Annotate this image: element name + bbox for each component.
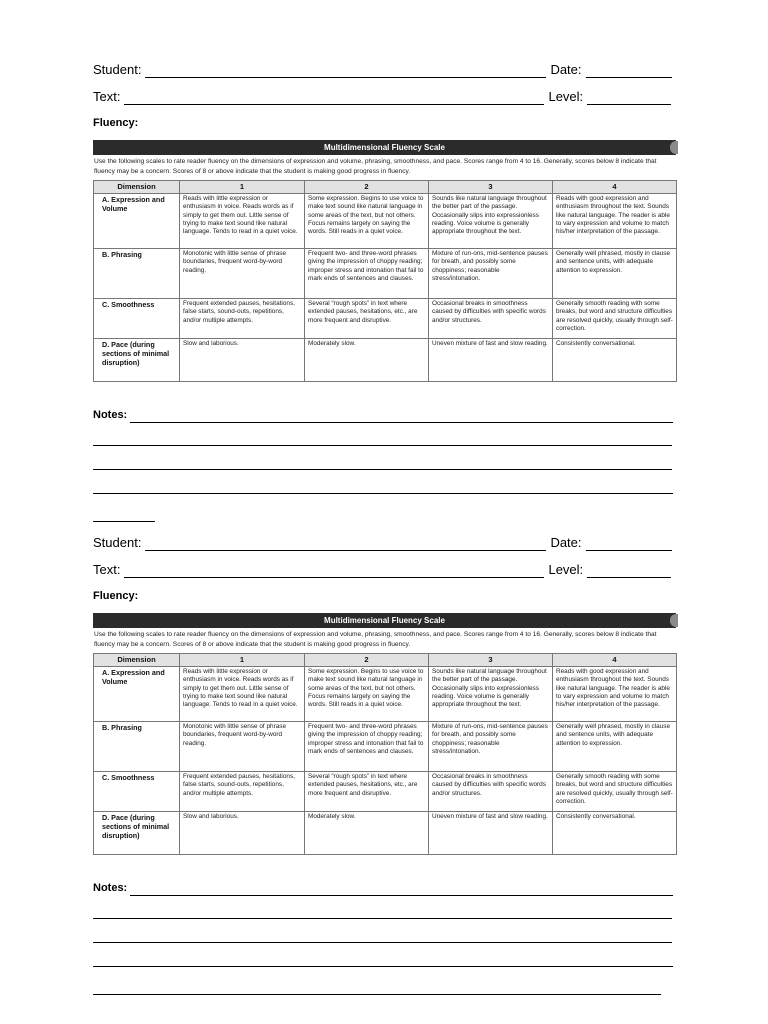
col-header: 2: [305, 181, 429, 194]
scale-title: [93, 140, 676, 155]
table-row: [94, 722, 677, 772]
notes-label: Notes:: [93, 409, 128, 421]
date-label: Date:: [550, 62, 582, 77]
student-row: [93, 60, 676, 78]
score-cell: Uneven mixture of fast and slow reading.: [429, 812, 553, 855]
col-header: 3: [429, 654, 553, 667]
date-field[interactable]: [586, 537, 672, 551]
score-cell: Reads with good expression and enthusiasm throughout the text. Sounds like natural language. The reader is able to vary expression and volume to match his/her interpretation of the passage.: [553, 194, 677, 249]
score-cell: Several “rough spots” in text where extended pauses, hesitations, etc., are more frequent and disruptive.: [305, 299, 429, 339]
notes-line[interactable]: [93, 917, 672, 919]
scale-intro: Use the following scales to rate reader fluency on the dimensions of expression and volume, phrasing, smoothness, and pace. Scores range from 4 to 16. Generally, scores below 8 indicate that fluency may be a concern. Scores of 8 or above indicate that the student is making good progress in fluency.: [94, 631, 657, 648]
text-field[interactable]: [124, 91, 544, 105]
notes-line[interactable]: [93, 993, 661, 995]
table-row: [94, 667, 677, 722]
table-header-row: [94, 654, 677, 667]
notes-line[interactable]: [93, 520, 155, 522]
scale-table: [93, 653, 677, 855]
banner-tab: [670, 614, 678, 627]
dimension-cell: D. Pace (during sections of minimal disruption): [94, 812, 180, 855]
dimension-cell: B. Phrasing: [94, 722, 180, 772]
score-cell: Slow and laborious.: [180, 812, 305, 855]
dimension-cell: A. Expression and Volume: [94, 667, 180, 722]
score-cell: Frequent extended pauses, hesitations, false starts, sound-outs, repetitions, and/or multiple attempts.: [180, 299, 305, 339]
score-cell: Frequent two- and three-word phrases giving the impression of choppy reading; improper stress and intonation that fail to mark ends of sentences and clauses.: [305, 722, 429, 772]
score-cell: Moderately slow.: [305, 339, 429, 382]
student-label: Student:: [93, 62, 142, 77]
table-row: [94, 772, 677, 812]
score-cell: Monotonic with little sense of phrase boundaries, frequent word-by-word reading.: [180, 722, 305, 772]
score-cell: Reads with little expression or enthusiasm in voice. Reads words as if simply to get them out. Little sense of trying to make text sound like natural language. Tends to read in a quiet voice.: [180, 667, 305, 722]
col-header: Dimension: [94, 181, 180, 194]
level-label: Level:: [548, 562, 584, 577]
student-field[interactable]: [145, 64, 546, 78]
score-cell: Reads with good expression and enthusiasm throughout the text. Sounds like natural language. The reader is able to vary expression and volume to match his/her interpretation of the passage.: [553, 667, 677, 722]
fluency-label: Fluency:: [93, 117, 139, 129]
score-cell: Mixture of run-ons, mid-sentence pauses for breath, and possibly some choppiness; reasonable stress/intonation.: [429, 249, 553, 299]
notes-line[interactable]: [93, 468, 672, 470]
col-header: 4: [553, 181, 677, 194]
fluency-scale: [93, 140, 676, 382]
student-field[interactable]: [145, 537, 546, 551]
score-cell: Reads with little expression or enthusiasm in voice. Reads words as if simply to get them out. Little sense of trying to make text sound like natural language. Tends to read in a quiet voice.: [180, 194, 305, 249]
table-row: [94, 339, 677, 382]
score-cell: Frequent two- and three-word phrases giving the impression of choppy reading; improper stress and intonation that fail to mark ends of sentences and clauses.: [305, 249, 429, 299]
score-cell: Some expression. Begins to use voice to make text sound like natural language in some areas of the text, but not others. Focus remains largely on saying the words. Still reads in a quiet voice.: [305, 194, 429, 249]
notes-line[interactable]: [93, 941, 672, 943]
notes-label: Notes:: [93, 882, 128, 894]
col-header: 3: [429, 181, 553, 194]
col-header: 4: [553, 654, 677, 667]
table-row: [94, 194, 677, 249]
level-field[interactable]: [587, 91, 671, 105]
notes-line[interactable]: [93, 444, 672, 446]
notes-line[interactable]: [130, 894, 673, 896]
student-row: [93, 533, 676, 551]
student-label: Student:: [93, 535, 142, 550]
dimension-cell: C. Smoothness: [94, 299, 180, 339]
table-row: [94, 249, 677, 299]
notes-line[interactable]: [93, 965, 673, 967]
score-cell: Occasional breaks in smoothness caused by difficulties with specific words and/or structures.: [429, 299, 553, 339]
scale-intro: Use the following scales to rate reader fluency on the dimensions of expression and volume, phrasing, smoothness, and pace. Scores range from 4 to 16. Generally, scores below 8 indicate that fluency may be a concern. Scores of 8 or above indicate that the student is making good progress in fluency.: [94, 158, 657, 175]
dimension-cell: D. Pace (during sections of minimal disruption): [94, 339, 180, 382]
score-cell: Generally smooth reading with some breaks, but word and structure difficulties are resolved quickly, usually through self-correction.: [553, 299, 677, 339]
col-header: 1: [180, 654, 305, 667]
score-cell: Moderately slow.: [305, 812, 429, 855]
banner-tab: [670, 141, 678, 154]
score-cell: Generally well phrased, mostly in clause and sentence units, with adequate attention to expression.: [553, 722, 677, 772]
text-row: [93, 560, 675, 578]
score-cell: Occasional breaks in smoothness caused by difficulties with specific words and/or structures.: [429, 772, 553, 812]
score-cell: Sounds like natural language throughout the better part of the passage. Occasionally slips into expressionless reading. Voice volume is generally appropriate throughout the text.: [429, 667, 553, 722]
score-cell: Several “rough spots” in text where extended pauses, hesitations, etc., are more frequent and disruptive.: [305, 772, 429, 812]
fluency-label: Fluency:: [93, 590, 139, 602]
scale-title: [93, 613, 676, 628]
score-cell: Sounds like natural language throughout the better part of the passage. Occasionally slips into expressionless reading. Voice volume is generally appropriate throughout the text.: [429, 194, 553, 249]
score-cell: Consistently conversational.: [553, 339, 677, 382]
dimension-cell: A. Expression and Volume: [94, 194, 180, 249]
table-row: [94, 299, 677, 339]
date-label: Date:: [550, 535, 582, 550]
text-field[interactable]: [124, 564, 544, 578]
score-cell: Monotonic with little sense of phrase boundaries, frequent word-by-word reading.: [180, 249, 305, 299]
score-cell: Frequent extended pauses, hesitations, false starts, sound-outs, repetitions, and/or multiple attempts.: [180, 772, 305, 812]
scale-title-text: Multidimensional Fluency Scale: [324, 616, 445, 625]
dimension-cell: B. Phrasing: [94, 249, 180, 299]
score-cell: Generally well phrased, mostly in clause and sentence units, with adequate attention to expression.: [553, 249, 677, 299]
level-field[interactable]: [587, 564, 671, 578]
score-cell: Generally smooth reading with some breaks, but word and structure difficulties are resolved quickly, usually through self-correction.: [553, 772, 677, 812]
score-cell: Consistently conversational.: [553, 812, 677, 855]
col-header: 2: [305, 654, 429, 667]
table-header-row: [94, 181, 677, 194]
scale-table: [93, 180, 677, 382]
col-header: Dimension: [94, 654, 180, 667]
notes-line[interactable]: [130, 421, 673, 423]
level-label: Level:: [548, 89, 584, 104]
dimension-cell: C. Smoothness: [94, 772, 180, 812]
table-row: [94, 812, 677, 855]
text-row: [93, 87, 675, 105]
notes-line[interactable]: [93, 492, 673, 494]
score-cell: Slow and laborious.: [180, 339, 305, 382]
score-cell: Uneven mixture of fast and slow reading.: [429, 339, 553, 382]
col-header: 1: [180, 181, 305, 194]
fluency-scale: [93, 613, 676, 855]
scale-title-text: Multidimensional Fluency Scale: [324, 143, 445, 152]
score-cell: Mixture of run-ons, mid-sentence pauses for breath, and possibly some choppiness; reasonable stress/intonation.: [429, 722, 553, 772]
date-field[interactable]: [586, 64, 672, 78]
text-label: Text:: [93, 562, 121, 577]
text-label: Text:: [93, 89, 121, 104]
score-cell: Some expression. Begins to use voice to make text sound like natural language in some areas of the text, but not others. Focus remains largely on saying the words. Still reads in a quiet voice.: [305, 667, 429, 722]
